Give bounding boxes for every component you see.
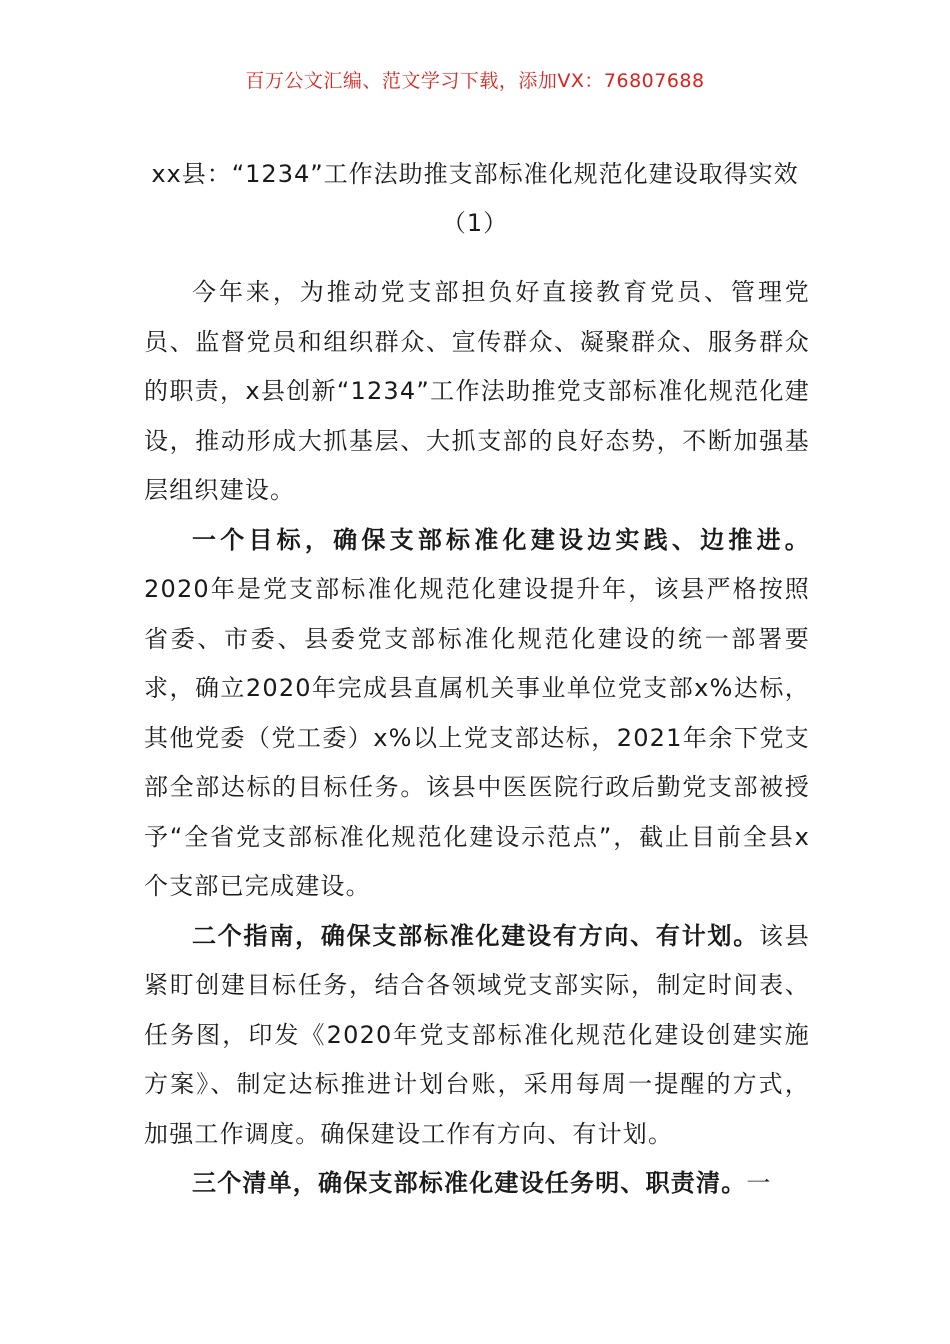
paragraph-lead: 一个目标，确保支部标准化建设边实践、边推进。 xyxy=(192,525,810,554)
document-title: xx县：“1234”工作法助推支部标准化规范化建设取得实效（1） xyxy=(151,160,799,237)
document-body xyxy=(144,268,810,1209)
paragraph-lists xyxy=(144,1159,810,1209)
paragraph-guides xyxy=(144,912,810,1160)
paragraph-text: 该县紧盯创建目标任务，结合各领域党支部实际，制定时间表、任务图，印发《2020年党支部标准化规范化建设创建实施方案》、制定达标推进计划台账，采用每周一提醒的方式，加强工作调度。确保建设工作有方向、有计划。 xyxy=(144,921,810,1148)
paragraph-lead: 三个清单，确保支部标准化建设任务明、职责清。 xyxy=(192,1169,747,1197)
paragraph-intro xyxy=(144,268,810,516)
paragraph-text: 一 xyxy=(746,1169,772,1197)
promo-banner: 百万公文汇编、范文学习下载，添加VX：76807688 xyxy=(245,70,705,92)
paragraph-goal xyxy=(144,516,810,912)
paragraph-text: 今年来，为推动党支部担负好直接教育党员、管理党员、监督党员和组织群众、宣传群众、凝聚群众、服务群众的职责，x县创新“1234”工作法助推党支部标准化规范化建设，推动形成大抓基层、大抓支部的良好态势，不断加强基层组织建设。 xyxy=(144,278,810,504)
paragraph-lead: 二个指南，确保支部标准化建设有方向、有计划。 xyxy=(192,921,760,950)
paragraph-text: 2020年是党支部标准化规范化建设提升年，该县严格按照省委、市委、县委党支部标准化规范化建设的统一部署要求，确立2020年完成县直属机关事业单位党支部x%达标，其他党委（党工委）x%以上党支部达标，2021年余下党支部全部达标的目标任务。该县中医医院行政后勤党支部被授予“全省党支部标准化规范化建设示范点”，截止目前全县x个支部已完成建设。 xyxy=(144,575,810,900)
